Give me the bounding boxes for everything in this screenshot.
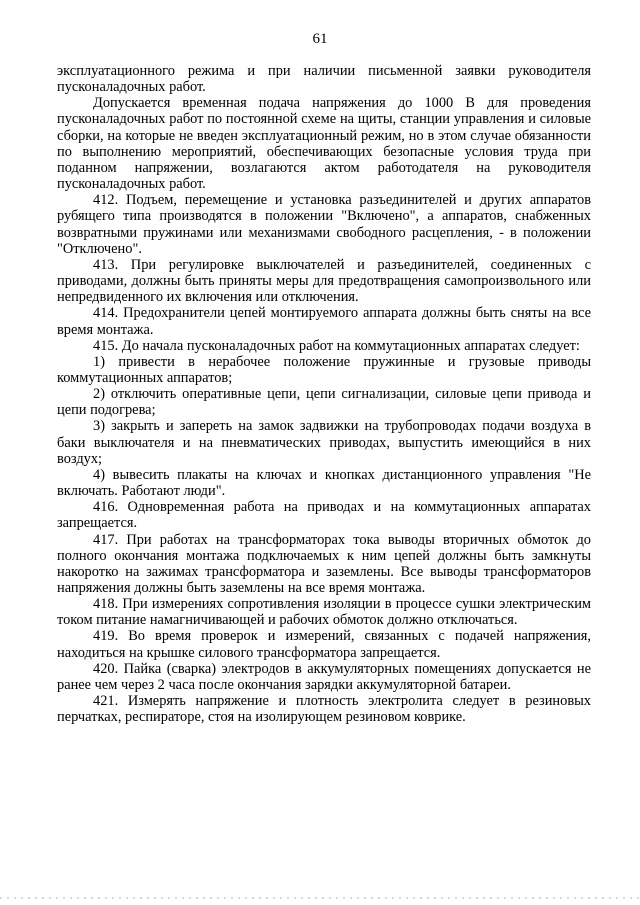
paragraph-412: 412. Подъем, перемещение и установка разъединителей и других аппаратов рубящего типа производятся в положении "Включено", а аппаратов, снабженных возвратными пружинами или механизмами свободного расцепления, - в положении "Отключено".	[57, 192, 591, 257]
paragraph-415-item-1: 1) привести в нерабочее положение пружинные и грузовые приводы коммутационных аппаратов;	[57, 353, 591, 386]
paragraph-419: 419. Во время проверок и измерений, связанных с подачей напряжения, находиться на крышке силового трансформатора запрещается.	[57, 628, 591, 661]
paragraph-416: 416. Одновременная работа на приводах и на коммутационных аппаратах запрещается.	[57, 499, 591, 532]
paragraph-420: 420. Пайка (сварка) электродов в аккумуляторных помещениях допускается не ранее чем через 2 часа после окончания зарядки аккумуляторной батареи.	[57, 660, 591, 693]
document-body	[57, 63, 591, 725]
paragraph-417: 417. При работах на трансформаторах тока выводы вторичных обмоток до полного окончания монтажа подключаемых к ним цепей должны быть замкнуты накоротко на зажимах трансформатора и заземлены. Все выводы трансформаторов напряжения должны быть заземлены на все время монтажа.	[57, 531, 591, 596]
page-number: 61	[312, 31, 328, 47]
paragraph-415-item-4: 4) вывесить плакаты на ключах и кнопках дистанционного управления "Не включать. Работают люди".	[57, 466, 591, 500]
paragraph-414: 414. Предохранители цепей монтируемого аппарата должны быть сняты на все время монтажа.	[57, 305, 591, 338]
paragraph-418: 418. При измерениях сопротивления изоляции в процессе сушки электрическим током питание намагничивающей и рабочих обмоток должно отключаться.	[57, 596, 591, 629]
paragraph-413: 413. При регулировке выключателей и разъединителей, соединенных с приводами, должны быть приняты меры для предотвращения самопроизвольного или непредвиденного их включения или отключения.	[57, 256, 591, 306]
paragraph-415-item-3: 3) закрыть и запереть на замок задвижки на трубопроводах подачи воздуха в баки выключателя и на пневматических приводах, выпустить имеющийся в них воздух;	[57, 418, 591, 467]
paragraph-421: 421. Измерять напряжение и плотность электролита следует в резиновых перчатках, респираторе, стоя на изолирующем резиновом коврике.	[57, 693, 591, 726]
scan-edge-artifact	[0, 897, 640, 899]
paragraph-continuation: эксплуатационного режима и при наличии письменной заявки руководителя пусконаладочных работ.	[57, 63, 591, 96]
paragraph-415-item-2: 2) отключить оперативные цепи, цепи сигнализации, силовые цепи привода и цепи подогрева;	[57, 386, 591, 419]
paragraph-voltage-supply: Допускается временная подача напряжения до 1000 В для проведения пусконаладочных работ по постоянной схеме на щиты, станции управления и силовые сборки, на которые не введен эксплуатационный режим, но в этом случае обязанности по выполнению мероприятий, обеспечивающих безопасные условия труда при поданном напряжении, возлагаются актом работодателя на руководителя пусконаладочных работ.	[57, 95, 591, 193]
paragraph-415: 415. До начала пусконаладочных работ на коммутационных аппаратах следует:	[93, 337, 580, 354]
